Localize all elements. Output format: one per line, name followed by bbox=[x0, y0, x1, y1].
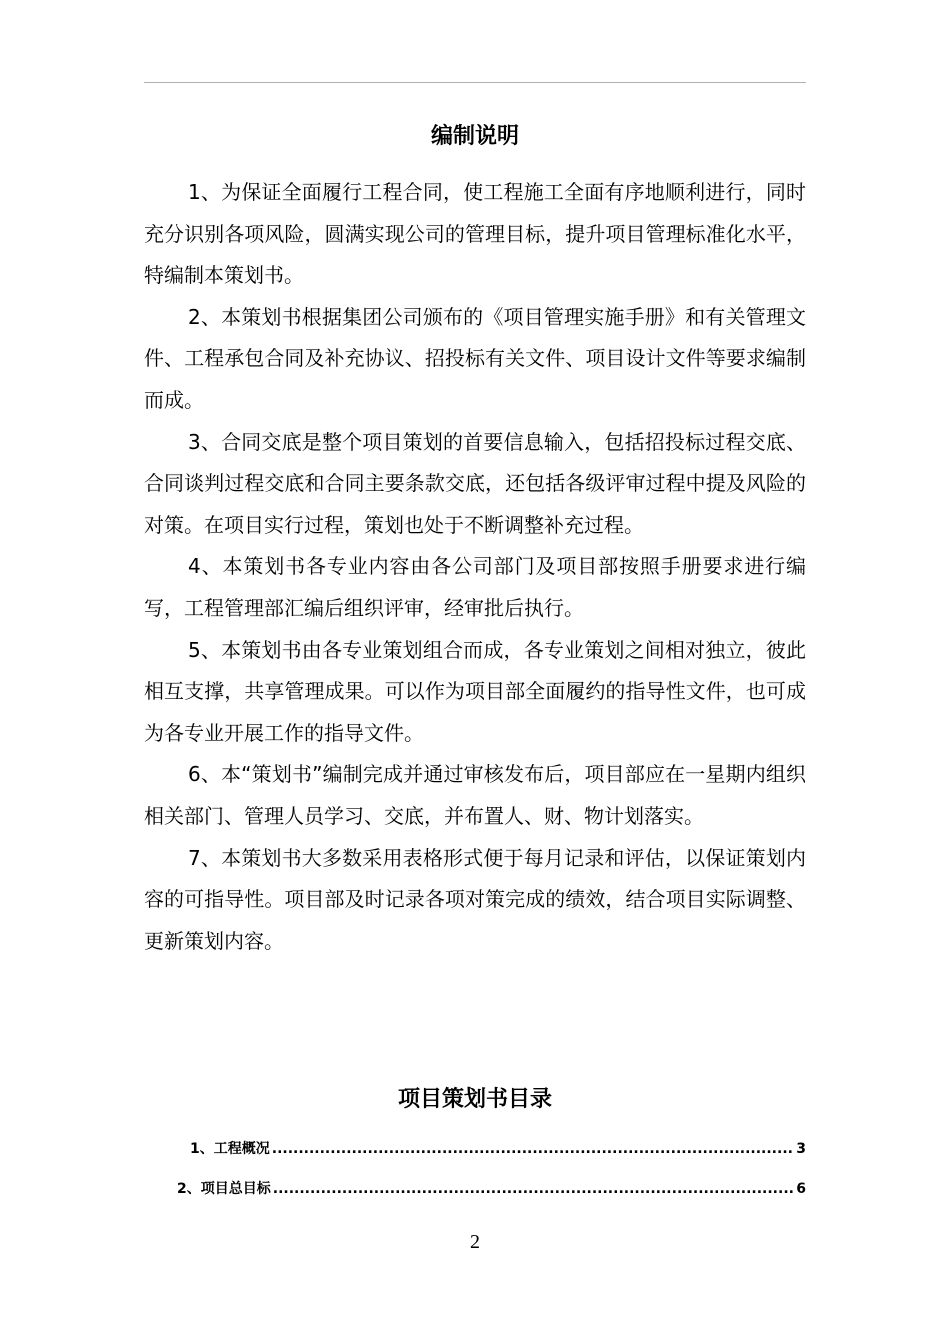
preface-paragraph: 1、为保证全面履行工程合同，使工程施工全面有序地顺利进行，同时充分识别各项风险，圆满实现公司的管理目标，提升项目管理标准化水平，特编制本策划书。 bbox=[144, 180, 806, 288]
preface-paragraph: 5、本策划书由各专业策划组合而成，各专业策划之间相对独立，彼此相互支撑，共享管理成果。可以作为项目部全面履约的指导性文件，也可成为各专业开展工作的指导文件。 bbox=[144, 637, 806, 745]
preface-body bbox=[144, 172, 806, 962]
toc-entry-page: 6 bbox=[796, 1181, 806, 1197]
toc-entry-page: 3 bbox=[796, 1141, 806, 1157]
preface-paragraph: 6、本“策划书”编制完成并通过审核发布后，项目部应在一星期内组织相关部门、管理人员学习、交底，并布置人、财、物计划落实。 bbox=[144, 762, 806, 828]
table-of-contents bbox=[144, 1136, 806, 1216]
preface-title: 编制说明 bbox=[430, 124, 519, 149]
preface-paragraph: 2、本策划书根据集团公司颁布的《项目管理实施手册》和有关管理文件、工程承包合同及补充协议、招投标有关文件、项目设计文件等要求编制而成。 bbox=[144, 304, 806, 412]
toc-title: 项目策划书目录 bbox=[397, 1087, 552, 1112]
toc-dot-leader bbox=[272, 1136, 795, 1162]
toc-dot-leader bbox=[273, 1176, 795, 1202]
toc-entry-label: 2、项目总目标 bbox=[177, 1181, 271, 1197]
toc-entry-label: 1、工程概况 bbox=[190, 1141, 270, 1157]
preface-paragraph: 7、本策划书大多数采用表格形式便于每月记录和评估，以保证策划内容的可指导性。项目部及时记录各项对策完成的绩效，结合项目实际调整、更新策划内容。 bbox=[144, 845, 806, 953]
toc-entry-project-overview[interactable] bbox=[144, 1136, 806, 1176]
page-number: 2 bbox=[470, 1231, 480, 1253]
toc-entry-project-goals[interactable] bbox=[144, 1176, 806, 1216]
preface-paragraph: 4、本策划书各专业内容由各公司部门及项目部按照手册要求进行编写，工程管理部汇编后组织评审，经审批后执行。 bbox=[144, 554, 806, 620]
header-rule bbox=[144, 82, 806, 83]
preface-paragraph: 3、合同交底是整个项目策划的首要信息输入，包括招投标过程交底、合同谈判过程交底和合同主要条款交底，还包括各级评审过程中提及风险的对策。在项目实行过程，策划也处于不断调整补充过程。 bbox=[144, 429, 806, 537]
